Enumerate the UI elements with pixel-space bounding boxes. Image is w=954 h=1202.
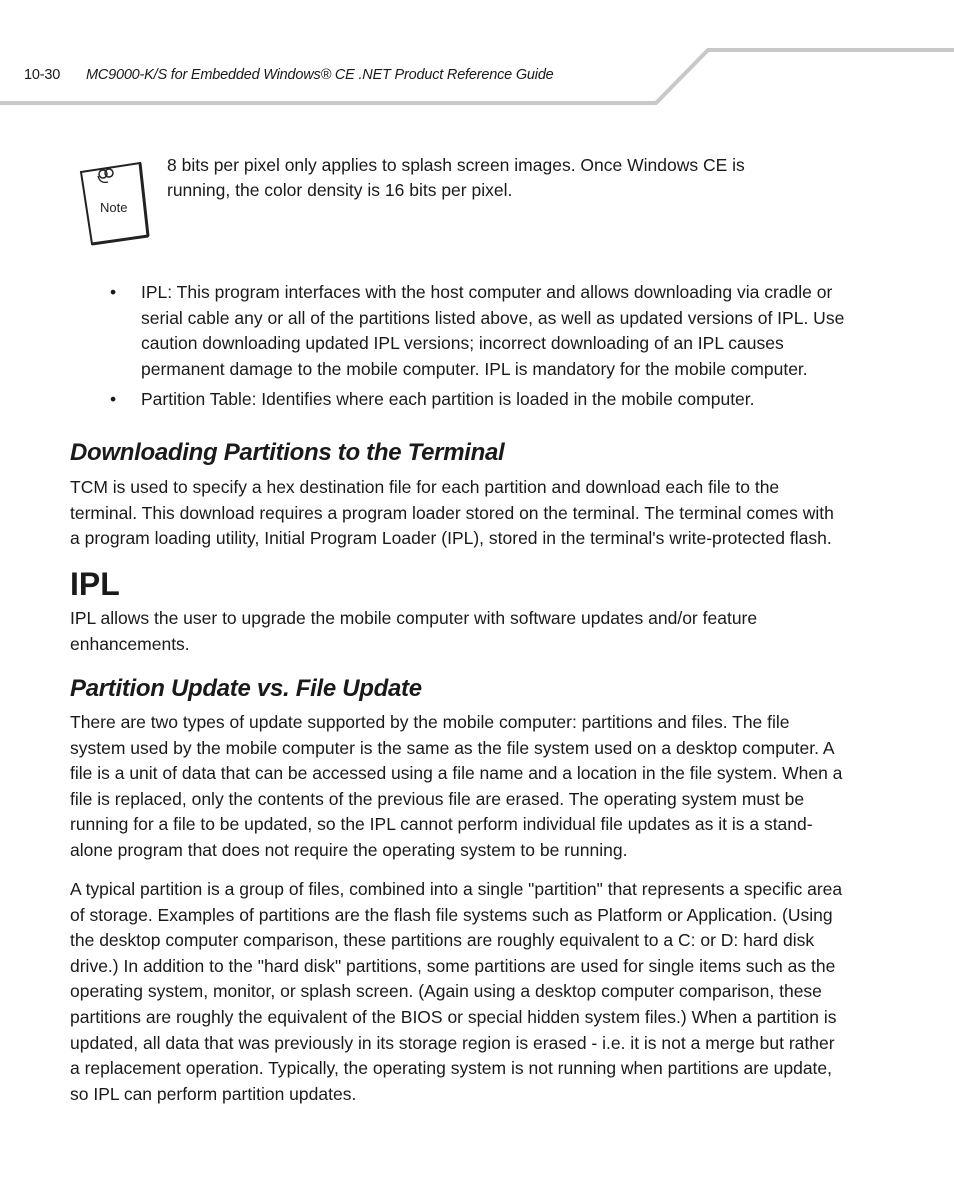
page-number: 10-30 — [24, 67, 61, 83]
heading-partition-update: Partition Update vs. File Update — [70, 675, 422, 702]
bullet-list — [110, 280, 850, 418]
paragraph-partition-update-1: There are two types of update supported by the mobile computer: partitions and files. The file system used by the mobile computer is the same as the file system used on a desktop computer. A file is a unit of data that can be accessed using a file name and a location in the file system. When a file is replaced, only the contents of the previous file are erased. The operating system must be running for a file to be updated, so the IPL cannot perform individual file updates as it is a stand-alone program that does not require the operating system to be running. — [70, 712, 843, 860]
list-item-text: Partition Table: Identifies where each partition is loaded in the mobile computer. — [141, 389, 755, 409]
note-icon-label: Note — [100, 200, 128, 215]
list-item-text: IPL: This program interfaces with the host computer and allows downloading via cradle or serial cable any or all of the partitions listed above, as well as updated versions of IPL. Use caution downloading updated IPL versions; incorrect downloading of an IPL causes permanent damage to the mobile computer. IPL is mandatory for the mobile computer. — [141, 282, 845, 379]
paragraph-ipl: IPL allows the user to upgrade the mobile computer with software updates and/or feature enhancements. — [70, 608, 758, 654]
note-text: 8 bits per pixel only applies to splash screen images. Once Windows CE is running, the color density is 16 bits per pixel. — [167, 155, 745, 200]
heading-downloading-partitions: Downloading Partitions to the Terminal — [70, 439, 505, 466]
heading-ipl: IPL — [70, 566, 120, 602]
paragraph-downloading: TCM is used to specify a hex destination file for each partition and download each file to the terminal. This download requires a program loader stored on the terminal. The terminal comes with a program loading utility, Initial Program Loader (IPL), stored in the terminal's write-protected flash. — [70, 477, 834, 549]
list-item — [110, 387, 850, 413]
guide-title: MC9000-K/S for Embedded Windows® CE .NET Product Reference Guide — [85, 67, 554, 83]
header-rule-graphic — [0, 0, 954, 110]
bullet-mark: • — [110, 389, 117, 409]
note-icon — [78, 160, 150, 251]
list-item — [110, 280, 850, 382]
bullet-mark: • — [110, 282, 117, 302]
paragraph-partition-update-2: A typical partition is a group of files, combined into a single "partition" that represents a specific area of storage. Examples of partitions are the flash file systems such as Platform or Application. (Using the desktop computer comparison, these partitions are roughly equivalent to a C: or D: hard disk drive.) In addition to the "hard disk" partitions, some partitions are used for single items such as the operating system, monitor, or splash screen. (Again using a desktop computer comparison, these partitions are roughly the equivalent of the BIOS or special hidden system files.) When a partition is updated, all data that was previously in its storage region is erased - i.e. it is not a merge but rather a replacement operation. Typically, the operating system is not running when partitions are update, so IPL can perform partition updates. — [70, 879, 843, 1104]
page-header — [24, 67, 554, 83]
